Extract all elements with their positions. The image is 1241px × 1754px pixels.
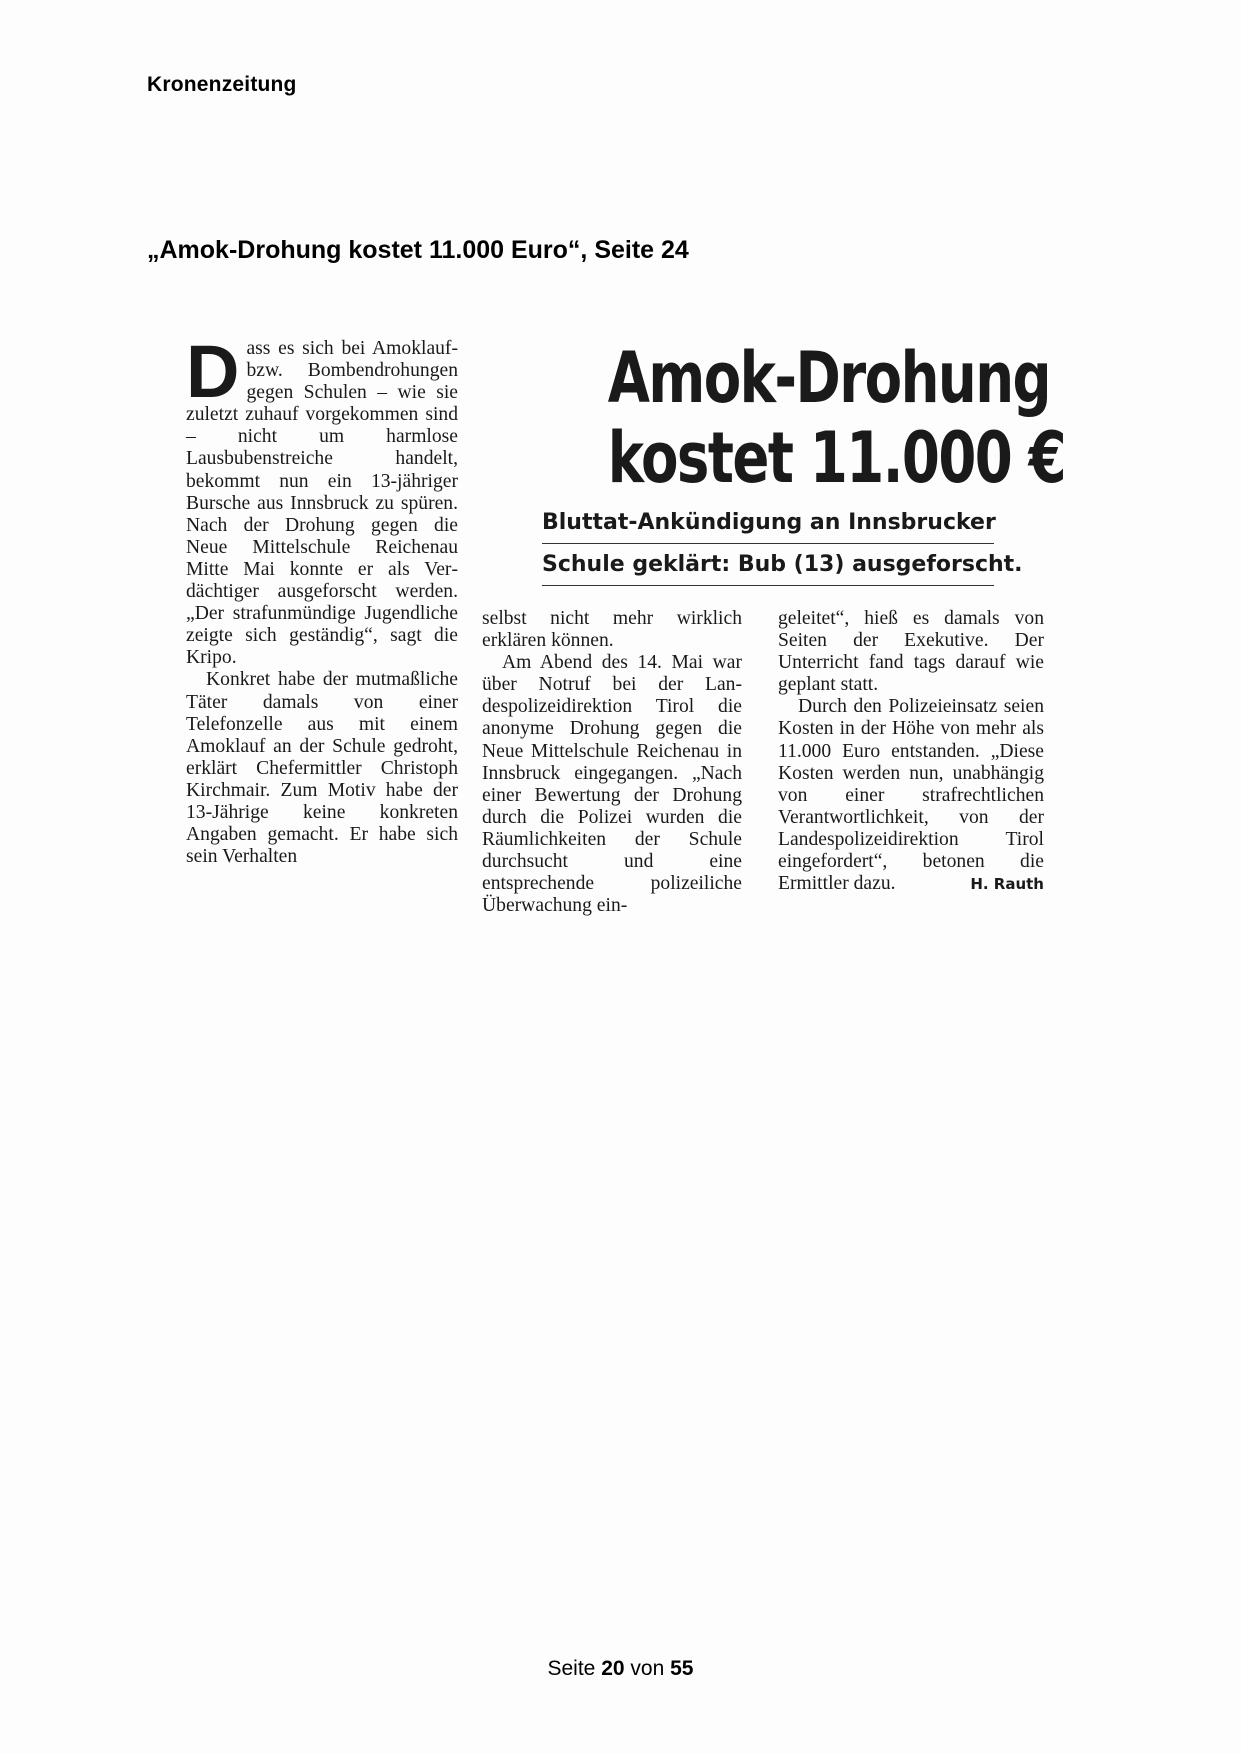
page-current: 20 [601, 1657, 625, 1680]
article-paragraph-4 [778, 696, 1044, 895]
document-heading: „Amok-Drohung kostet 11.000 Euro“, Seite 24 [147, 236, 689, 264]
article-paragraph-2-continued: selbst nicht mehr wirklich erklären können. [482, 608, 742, 652]
article-paragraph-2: Konkret habe der mutmaßliche Täter damals von einer Telefonzelle aus mit einem Amoklauf an der Schule gedroht, erklärt Chefermittler Christoph Kirchmair. Zum Motiv habe der 13-Jährige keine konkreten Angaben gemacht. Er habe sich sein Verhalten [186, 669, 458, 868]
article-paragraph-1 [186, 330, 458, 669]
article-column-2 [482, 608, 742, 917]
author-byline: H. Rauth [970, 875, 1044, 894]
page-total: 55 [670, 1657, 694, 1680]
article-paragraph-3-continued: geleitet“, hieß es damals von Seiten der Exekutive. Der Unterricht fand tags darauf wie geplant statt. [778, 608, 1044, 696]
article-headline [607, 337, 1066, 499]
page-label: Seite [547, 1657, 596, 1680]
paragraph-4-text: Durch den Polizeieinsatz seien Kosten in der Höhe von mehr als 11.000 Euro entstanden. „Diese Kosten werden nun, unabhängig von einer strafrechtlichen Verantwortlichkeit, von der Landespolizeidirektion Tirol eingefordert“, betonen die Ermittler dazu. [778, 696, 1044, 895]
subheadline-divider-bottom [542, 585, 994, 586]
article-column-1 [186, 330, 458, 868]
subheadline-divider [542, 543, 994, 544]
headline-line-1: Amok-Drohung [607, 337, 1051, 419]
article-paragraph-3: Am Abend des 14. Mai war über Notruf bei der Landespolizeidirektion Tirol die anonyme Drohung gegen die Neue Mittelschule Reichenau in Innsbruck eingegangen. „Nach einer Bewertung der Drohung durch die Polizei wurden die Räumlichkeiten der Schule durchsucht und eine entsprechende polizeiliche Überwachung ein- [482, 652, 742, 917]
paragraph-1-text: ass es sich bei Amoklauf- bzw. Bombendrohungen gegen Schulen – wie sie zuletzt zuhauf vorgekommen sind – nicht um harmlose Lausbubenstreiche handelt, bekommt nun ein 13-jähriger Bursche aus Innsbruck zu spüren. Nach der Drohung gegen die Neue Mittelschule Reichenau Mitte Mai konnte er als Verdächtiger ausgeforscht werden. „Der strafunmündige Jugendliche zeigte sich geständig“, sagt die Kripo. [186, 338, 458, 669]
page-of-label: von [630, 1657, 665, 1680]
headline-line-2: kostet 11.000 € [607, 417, 1066, 499]
newspaper-clipping [186, 330, 1066, 923]
subheadline-line-1: Bluttat-Ankündigung an Innsbrucker [542, 510, 996, 535]
page-number [0, 1657, 1241, 1681]
subheadline-line-2: Schule geklärt: Bub (13) ausgeforscht. [542, 552, 1023, 577]
article-column-3 [778, 608, 1044, 895]
drop-cap: D [186, 330, 239, 413]
source-title: Kronenzeitung [147, 73, 297, 96]
